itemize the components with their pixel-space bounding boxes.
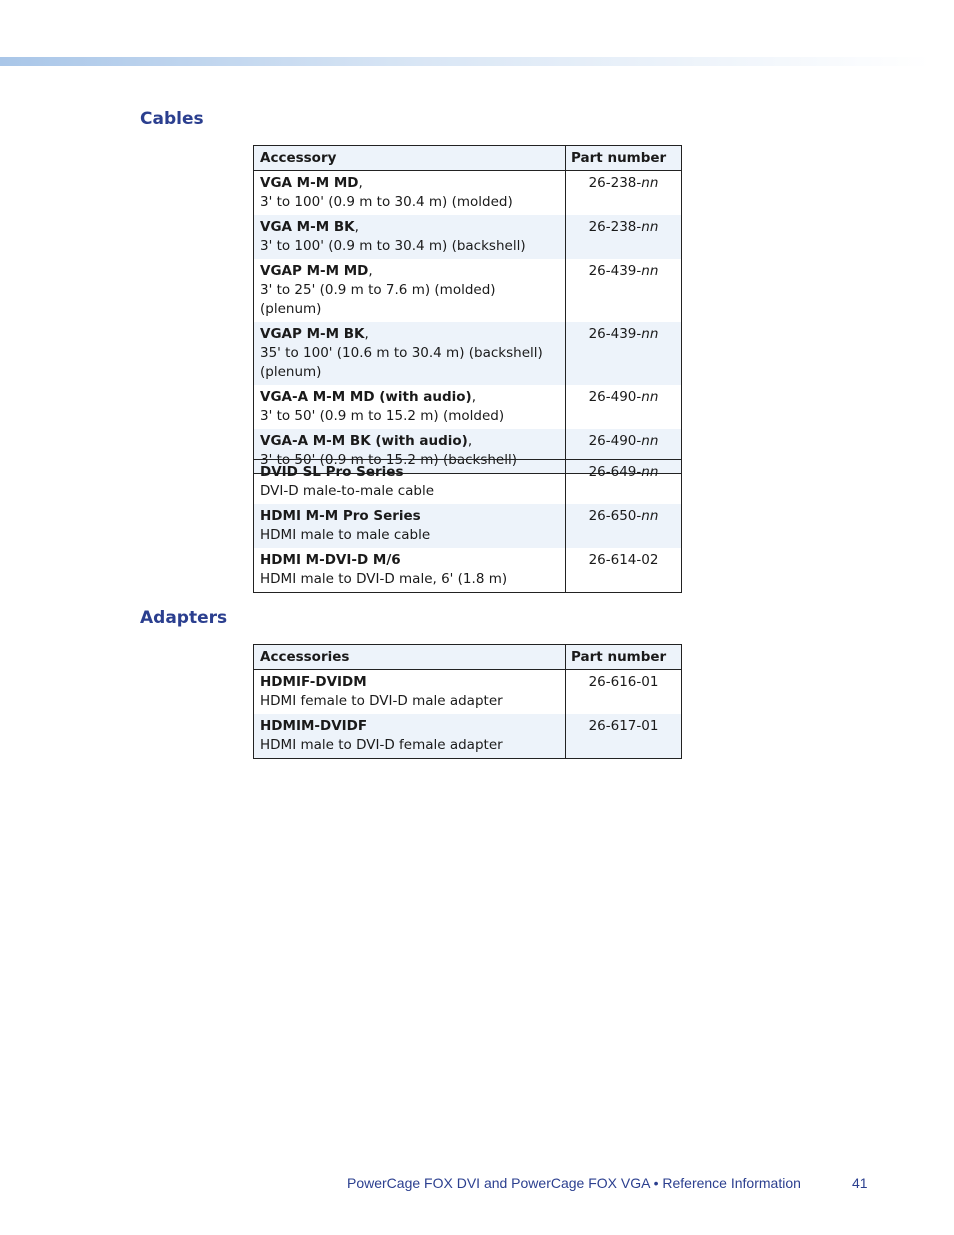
table-row — [254, 714, 682, 759]
part-number: 26-238- — [588, 175, 642, 191]
accessory-name: DVID SL Pro Series — [260, 464, 404, 480]
column-header-part-number: Part number — [566, 645, 682, 670]
accessory-name: VGA-A M-M BK (with audio) — [260, 433, 468, 449]
table-row — [254, 548, 682, 593]
accessory-description: 3' to 100' (0.9 m to 30.4 m) (backshell) — [260, 238, 526, 254]
accessory-name: VGA-A M-M MD (with audio) — [260, 389, 472, 405]
accessory-description: HDMI male to DVI-D male, 6' (1.8 m) — [260, 571, 508, 587]
accessory-name: HDMI M-DVI-D M/6 — [260, 552, 401, 568]
part-number: 26-614-02 — [588, 552, 659, 568]
accessory-description: HDMI female to DVI-D male adapter — [260, 693, 503, 709]
table-row: VGA-A M-M BK (with audio), 3' to 50' (0.9 m to 15.2 m) (backshell) 26-490-nn — [254, 429, 682, 474]
table-row: HDMI M-M Pro Series HDMI male to male cable 26-650-nn — [254, 504, 682, 548]
accessory-description: 3' to 50' (0.9 m to 15.2 m) (molded) — [260, 408, 505, 424]
header-gradient-bar — [0, 57, 930, 66]
accessory-description: 3' to 100' (0.9 m to 30.4 m) (molded) — [260, 194, 513, 210]
table-row: VGA-A M-M MD (with audio), 3' to 50' (0.9 m to 15.2 m) (molded) 26-490-nn — [254, 385, 682, 429]
accessory-name: VGAP M-M MD — [260, 263, 369, 279]
accessory-name: VGA M-M MD — [260, 175, 359, 191]
page-number: 41 — [852, 1175, 868, 1191]
cables-digital-table — [253, 459, 682, 593]
part-number: 26-490- — [588, 389, 642, 405]
footer-document-title: PowerCage FOX DVI and PowerCage FOX VGA • Reference Information — [347, 1175, 801, 1191]
accessory-description: HDMI male to male cable — [260, 527, 431, 543]
column-header-part-number: Part number — [566, 146, 682, 171]
adapters-table — [253, 644, 682, 759]
accessory-description: DVI-D male-to-male cable — [260, 483, 435, 499]
part-number: 26-650- — [588, 508, 642, 524]
column-header-accessories: Accessories — [254, 645, 566, 670]
table-row: VGAP M-M MD, 3' to 25' (0.9 m to 7.6 m) (molded) (plenum) 26-439-nn — [254, 259, 682, 322]
part-number: 26-238- — [588, 219, 642, 235]
part-number: 26-649- — [588, 464, 642, 480]
section-title-cables: Cables — [140, 109, 204, 129]
accessory-name: HDMIF-DVIDM — [260, 674, 367, 690]
table-header-row — [254, 146, 682, 171]
table-header-row — [254, 645, 682, 670]
part-number: 26-616-01 — [588, 674, 659, 690]
accessory-name: HDMI M-M Pro Series — [260, 508, 421, 524]
accessory-name: HDMIM-DVIDF — [260, 718, 368, 734]
part-number: 26-439- — [588, 326, 642, 342]
column-header-accessory: Accessory — [254, 146, 566, 171]
table-row: VGA M-M MD, 3' to 100' (0.9 m to 30.4 m) (molded) 26-238-nn — [254, 171, 682, 216]
accessory-name: VGAP M-M BK — [260, 326, 365, 342]
part-number: 26-439- — [588, 263, 642, 279]
part-number: 26-617-01 — [588, 718, 659, 734]
section-title-adapters: Adapters — [140, 608, 228, 628]
accessory-description: 35' to 100' (10.6 m to 30.4 m) (backshell) (plenum) — [260, 345, 543, 380]
cables-table — [253, 145, 682, 474]
part-number: 26-490- — [588, 433, 642, 449]
table-row: VGA M-M BK, 3' to 100' (0.9 m to 30.4 m) (backshell) 26-238-nn — [254, 215, 682, 259]
accessory-description: 3' to 50' (0.9 m to 15.2 m) (backshell) — [260, 452, 518, 468]
accessory-description: HDMI male to DVI-D female adapter — [260, 737, 503, 753]
table-row: VGAP M-M BK, 35' to 100' (10.6 m to 30.4 m) (backshell) (plenum) 26-439-nn — [254, 322, 682, 385]
table-row: DVID SL Pro Series DVI-D male-to-male cable 26-649-nn — [254, 460, 682, 505]
accessory-description: 3' to 25' (0.9 m to 7.6 m) (molded) (plenum) — [260, 282, 496, 317]
accessory-name: VGA M-M BK — [260, 219, 355, 235]
table-row — [254, 670, 682, 715]
